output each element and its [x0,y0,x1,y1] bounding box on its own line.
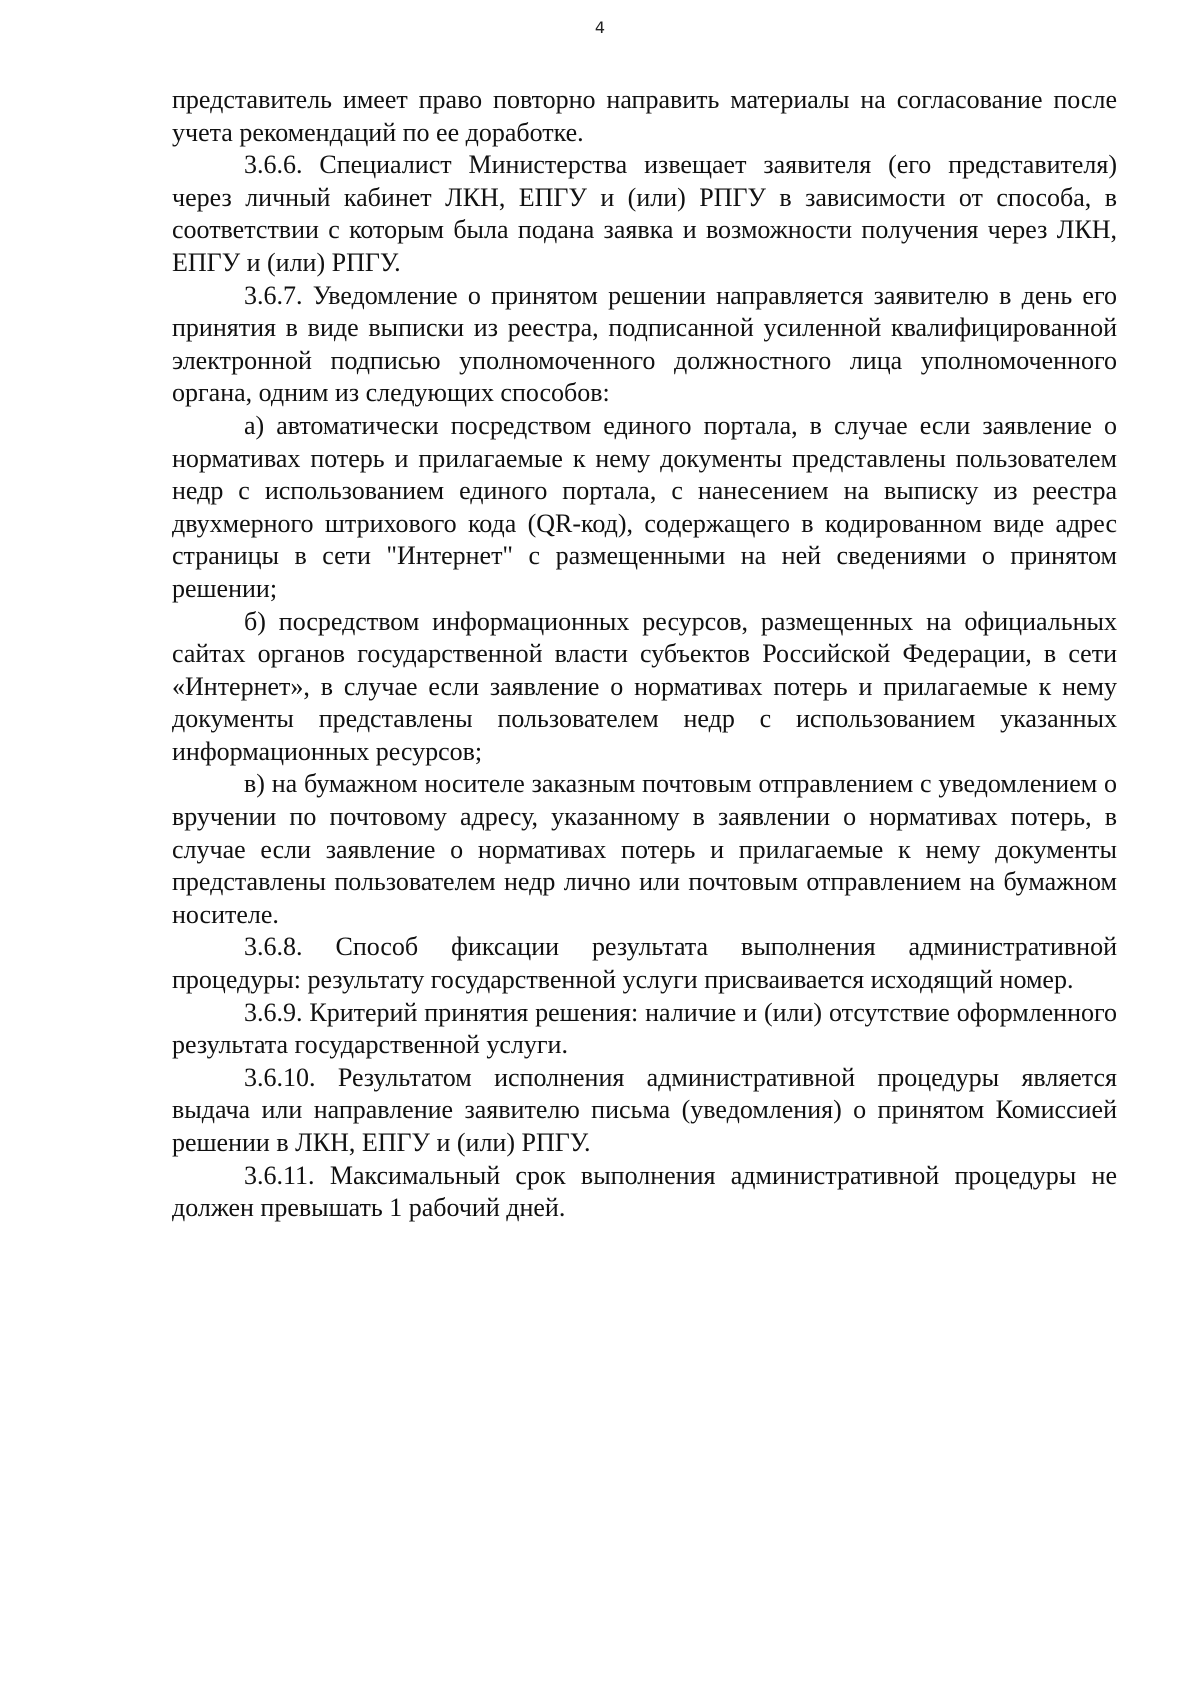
paragraph-continuation: представитель имеет право повторно направить материалы на согласование после учета рекомендаций по ее доработке. [172,85,1117,147]
paragraph-3-6-8: 3.6.8. Способ фиксации результата выполнения административной процедуры: результату государственной услуги присваивается исходящий номер. [172,932,1117,995]
paragraph-3-6-7: 3.6.7. Уведомление о принятом решении направляется заявителю в день его принятия в виде выписки из реестра, подписанной усиленной квалифицированной электронной подписью уполномоченного должностного лица уполномоченного органа, одним из следующих способов: [172,280,1117,408]
paragraph-item-b: б) посредством информационных ресурсов, размещенных на официальных сайтах органов государственной власти субъектов Российской Федерации, в сети «Интернет», в случае если заявление о нормативах потерь и прилагаемые к нему документы представлены пользователем недр с использованием указанных информационных ресурсов; [172,606,1117,766]
paragraph-3-6-11: 3.6.11. Максимальный срок выполнения административной процедуры не должен превышать 1 рабочий дней. [172,1160,1117,1223]
paragraph-3-6-9: 3.6.9. Критерий принятия решения: наличие и (или) отсутствие оформленного результата государственной услуги. [172,997,1117,1060]
paragraph-item-a: а) автоматически посредством единого портала, в случае если заявление о нормативах потерь и прилагаемые к нему документы представлены пользователем недр с использованием единого портала, с нанесением на выписку из реестра двухмерного штрихового кода (QR-код), содержащего в кодированном виде адрес страницы в сети "Интернет" с размещенными на ней сведениями о принятом решении; [172,410,1117,603]
paragraph-3-6-6: 3.6.6. Специалист Министерства извещает заявителя (его представителя) через личный кабинет ЛКН, ЕПГУ и (или) РПГУ в зависимости от способа, в соответствии с которым была подана заявка и возможности получения через ЛКН, ЕПГУ и (или) РПГУ. [172,150,1117,277]
page-number: 4 [594,18,606,37]
paragraph-3-6-10: 3.6.10. Результатом исполнения административной процедуры является выдача или направление заявителю письма (уведомления) о принятом Комиссией решении в ЛКН, ЕПГУ и (или) РПГУ. [172,1062,1117,1157]
paragraph-item-v: в) на бумажном носителе заказным почтовым отправлением с уведомлением о вручении по почтовому адресу, указанному в заявлении о нормативах потерь, в случае если заявление о нормативах потерь и прилагаемые к нему документы представлены пользователем недр лично или почтовым отправлением на бумажном носителе. [172,769,1117,929]
document-body [172,84,1117,1225]
